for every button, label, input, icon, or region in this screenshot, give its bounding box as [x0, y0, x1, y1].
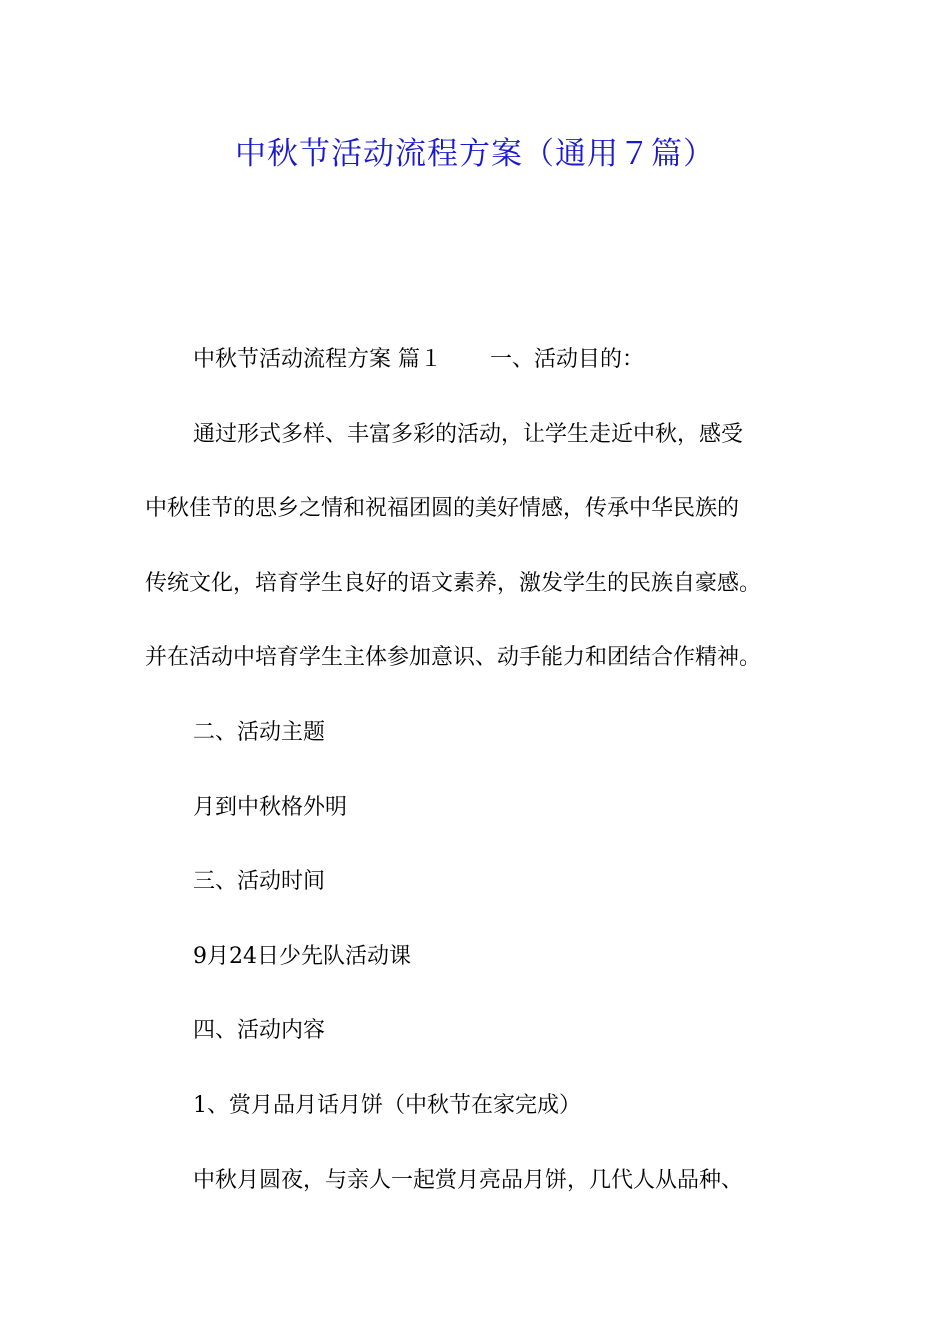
paragraph-line: 通过形式多样、丰富多彩的活动，让学生走近中秋，感受	[193, 422, 744, 447]
document-title: 中秋节活动流程方案（通用７篇）	[235, 136, 715, 172]
content-item-heading: 1、赏月品月话月饼（中秋节在家完成）	[193, 1093, 581, 1118]
section-heading-item: 一、活动目的：	[490, 347, 645, 372]
theme-text: 月到中秋格外明	[193, 795, 348, 820]
subheading-theme: 二、活动主题	[193, 720, 326, 745]
time-text: 9月24日少先队活动课	[193, 944, 411, 969]
paragraph-line: 中秋佳节的思乡之情和祝福团圆的美好情感，传承中华民族的	[145, 496, 740, 521]
paragraph-line: 传统文化，培育学生良好的语文素养，激发学生的民族自豪感。	[145, 571, 762, 596]
paragraph-line: 中秋月圆夜，与亲人一起赏月亮品月饼，几代人从品种、	[193, 1168, 744, 1193]
paragraph-line: 并在活动中培育学生主体参加意识、动手能力和团结合作精神。	[145, 645, 762, 670]
section-heading: 中秋节活动流程方案 篇１	[193, 347, 442, 372]
subheading-content: 四、活动内容	[193, 1018, 326, 1043]
subheading-time: 三、活动时间	[193, 869, 326, 894]
section-heading-line	[193, 345, 644, 375]
